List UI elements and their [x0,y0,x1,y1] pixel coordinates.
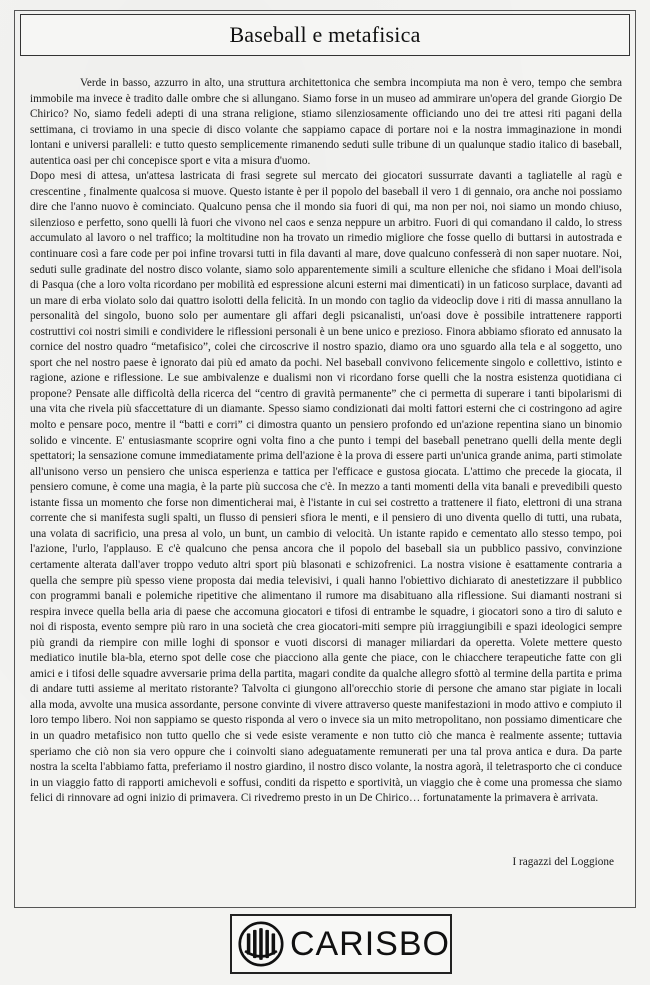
sponsor-name: CARISBO [289,924,450,963]
paragraph-main: Dopo mesi di attesa, un'attesa lastricata di frasi segrete sul mercato dei giocatori sussurrate davanti a tagliatelle al ragù e crescentine , finalmente qualcosa si muove. Questo istante è per il popolo del baseball il vero 1 di gennaio, ora anche noi possiamo dire che l'anno nuovo è cominciato. Qualcuno pensa che il mondo sia fuori di qui, ma non per noi, noi siamo un mondo chiuso, silenzioso e perfetto, sono quelli là fuori che vivono nel caos e senza neppure un arbitro. Fuori di qui comandano il caldo, lo stress accumulato al lavoro o nel traffico; la moltitudine non ha trovato un rimedio migliore che fosse quello di buttarsi in autostrada e continuare così a fare code per poi infine trovarsi tutti in fila davanti al mare, dove qualcuno confesserà di non saper nuotare. Noi, seduti sulle gradinate del nostro disco volante, siamo solo apparentemente simili a sculture elleniche che sfidano i Moai dell'isola di Pasqua (che a loro volta ricordano per mobilità ed espressione alcuni esterni mai dimenticati) in un faticoso surplace, davanti ad un mare di erba violato solo dai quattro isolotti della felicità. In un mondo con taglio da videoclip dove i riti di massa annullano la personalità del singolo, buono solo per aumentare gli affari degli psicanalisti, un'oasi dove è possibile intrattenere rapporti costruttivi coi nostri simili e condividere le riflessioni personali è un bene unico e prezioso. Finora abbiamo sfiorato ed annusato la cornice del nostro quadro “metafisico”, colei che circoscrive il nostro spazio, diamo ora uno sguardo alla tela e al soggetto, uno sport che nel nostro paese è ignorato dai più ed amato da pochi. Nel baseball convivono felicemente singolo e collettivo, istinto e ragione, azione e riflessione. Le sue ambivalenze e dualismi non vi ricordano forse quelli che la nostra esistenza quotidiana ci propone? Pensate alle difficoltà della ricerca del “centro di gravità permanente” che ci permetta di superare i tanti bipolarismi di una vita che rivela più sfaccettature di un diamante. Spesso siamo condizionati dai molti fattori esterni che ci costringono ad agire molto e pensare poco, mentre il “batti e corri” ci dimostra quanto un pensiero profondo ed un'azione repentina siano un binomio solido e vincente. E' entusiasmante scoprire ogni volta fino a che punto i tempi del baseball penetrano quelli della mente degli spettatori; la sensazione comune immediatamente prima dell'azione è la prova di essere parti un'unica grande anima, parti stimolate all'unisono verso un pensiero che unisca esperienza e tattica per l'efficace e gustosa giocata. L'attimo che precede la giocata, il pensiero comune, è come una magia, è la parte più succosa che c'è. In mezzo a tanti momenti della vita banali e prevedibili questo istante fissa un momento che forse non dimenticherai mai, è l'istante in cui sei costretto a trattenere il fiato, elettroni di una strana corrente che si manifesta sugli spalti, un flusso di pensieri sfiora le menti, e il pensiero di uno diventa quello di tutti, una rubata, una volata di sacrificio, una presa al volo, un bunt, un cambio di velocità. Un istante rapido e cementato allo stesso tempo, poi l'azione, l'urlo, l'applauso. E c'è qualcuno che pensa ancora che il popolo del baseball sia un pubblico passivo, convinzione certamente alterata dall'aver troppo veduto altri sport più blasonati e schizofrenici. La nostra visione è esattamente contraria a quella che sempre più spesso viene proposta dai media televisivi, i quali hanno l'obiettivo dichiarato di anestetizzare il pubblico con programmi banali e polemiche ripetitive che alimentano il rumore ma disabituano alla riflessione. Sui diamanti nostrani si respira invece quella bella aria di paese che accomuna giocatori e tifosi di entrambe le squadre, i giocatori sono a tiro di saluto e noi di risposta, evento sempre più raro in una società che crea giocatori-miti sempre più irraggiungibili e spazi ideologici sempre più grandi da riempire con mille loghi di sponsor e vuoti discorsi di manager miliardari da operetta. Volete mettere questo mediatico inutile bla-bla, eterno spot delle cose che piacciono alla gente che piace, con le chiacchere terapeutiche fatte con gli amici e i tifosi delle squadre avversarie prima della partita, magari condite da qualche allegro sfottò al termine della partita e prima di andare tutti assieme al meritato ristorante? Talvolta ci giungono all'orecchio storie di persone che amano star pigiate in locali alla moda, avvolte una musica assordante, persone convinte di vivere attraverso queste manifestazioni in modo attivo e compiuto il loro tempo libero. Noi non sappiamo se questo risponda al vero o invece sia un mito metropolitano, non possiamo dimenticare che in un quadro metafisico non tutto quello che si vede esiste veramente e non tutto ciò che manca è realmente assente; tuttavia speriamo che ciò non sia vero oppure che i coinvolti siano adeguatamente remunerati per una tal prova antica e dura. Da parte nostra la scelta l'abbiamo fatta, preferiamo il nostro giardino, il nostro disco volante, la nostra agorà, il teletrasporto che ci conduce in un viaggio fatto di rapporti amichevoli e soffusi, conditi da rispetto e sportività, un viaggio che è come una promessa che siamo felici di rinnovare ad ogni inizio di primavera. Ci rivedremo presto in un De Chirico… fortunatamente la primavera è arrivata. [30,170,622,805]
article-body [30,76,622,846]
paragraph-intro: Verde in basso, azzurro in alto, una struttura architettonica che sembra incompiuta ma non è vero, tempo che sembra immobile ma invece è tradito dalle ombre che si allungano. Siamo forse in un museo ad ammirare un'opera del grande Giorgio De Chirico? No, siamo fedeli adepti di una strana religione, stiamo silenziosamente officiando uno dei tre attesi riti pagani della settimana, ci troviamo in una specie di disco volante che sappiamo capace di portare noi e la nostra immaginazione in mondi lontani e universi paralleli: e tutto questo semplicemente rimanendo seduti sulle tribune di un qualunque stadio italico di baseball, autentica oasi per chi concepisce sport e vita a misura d'uomo. [30,77,622,167]
article-title: Baseball e metafisica [229,22,421,47]
carisbo-emblem-icon [238,918,284,970]
signature: I ragazzi del Loggione [512,856,614,868]
sponsor-logo [230,914,452,974]
title-box [20,14,630,56]
